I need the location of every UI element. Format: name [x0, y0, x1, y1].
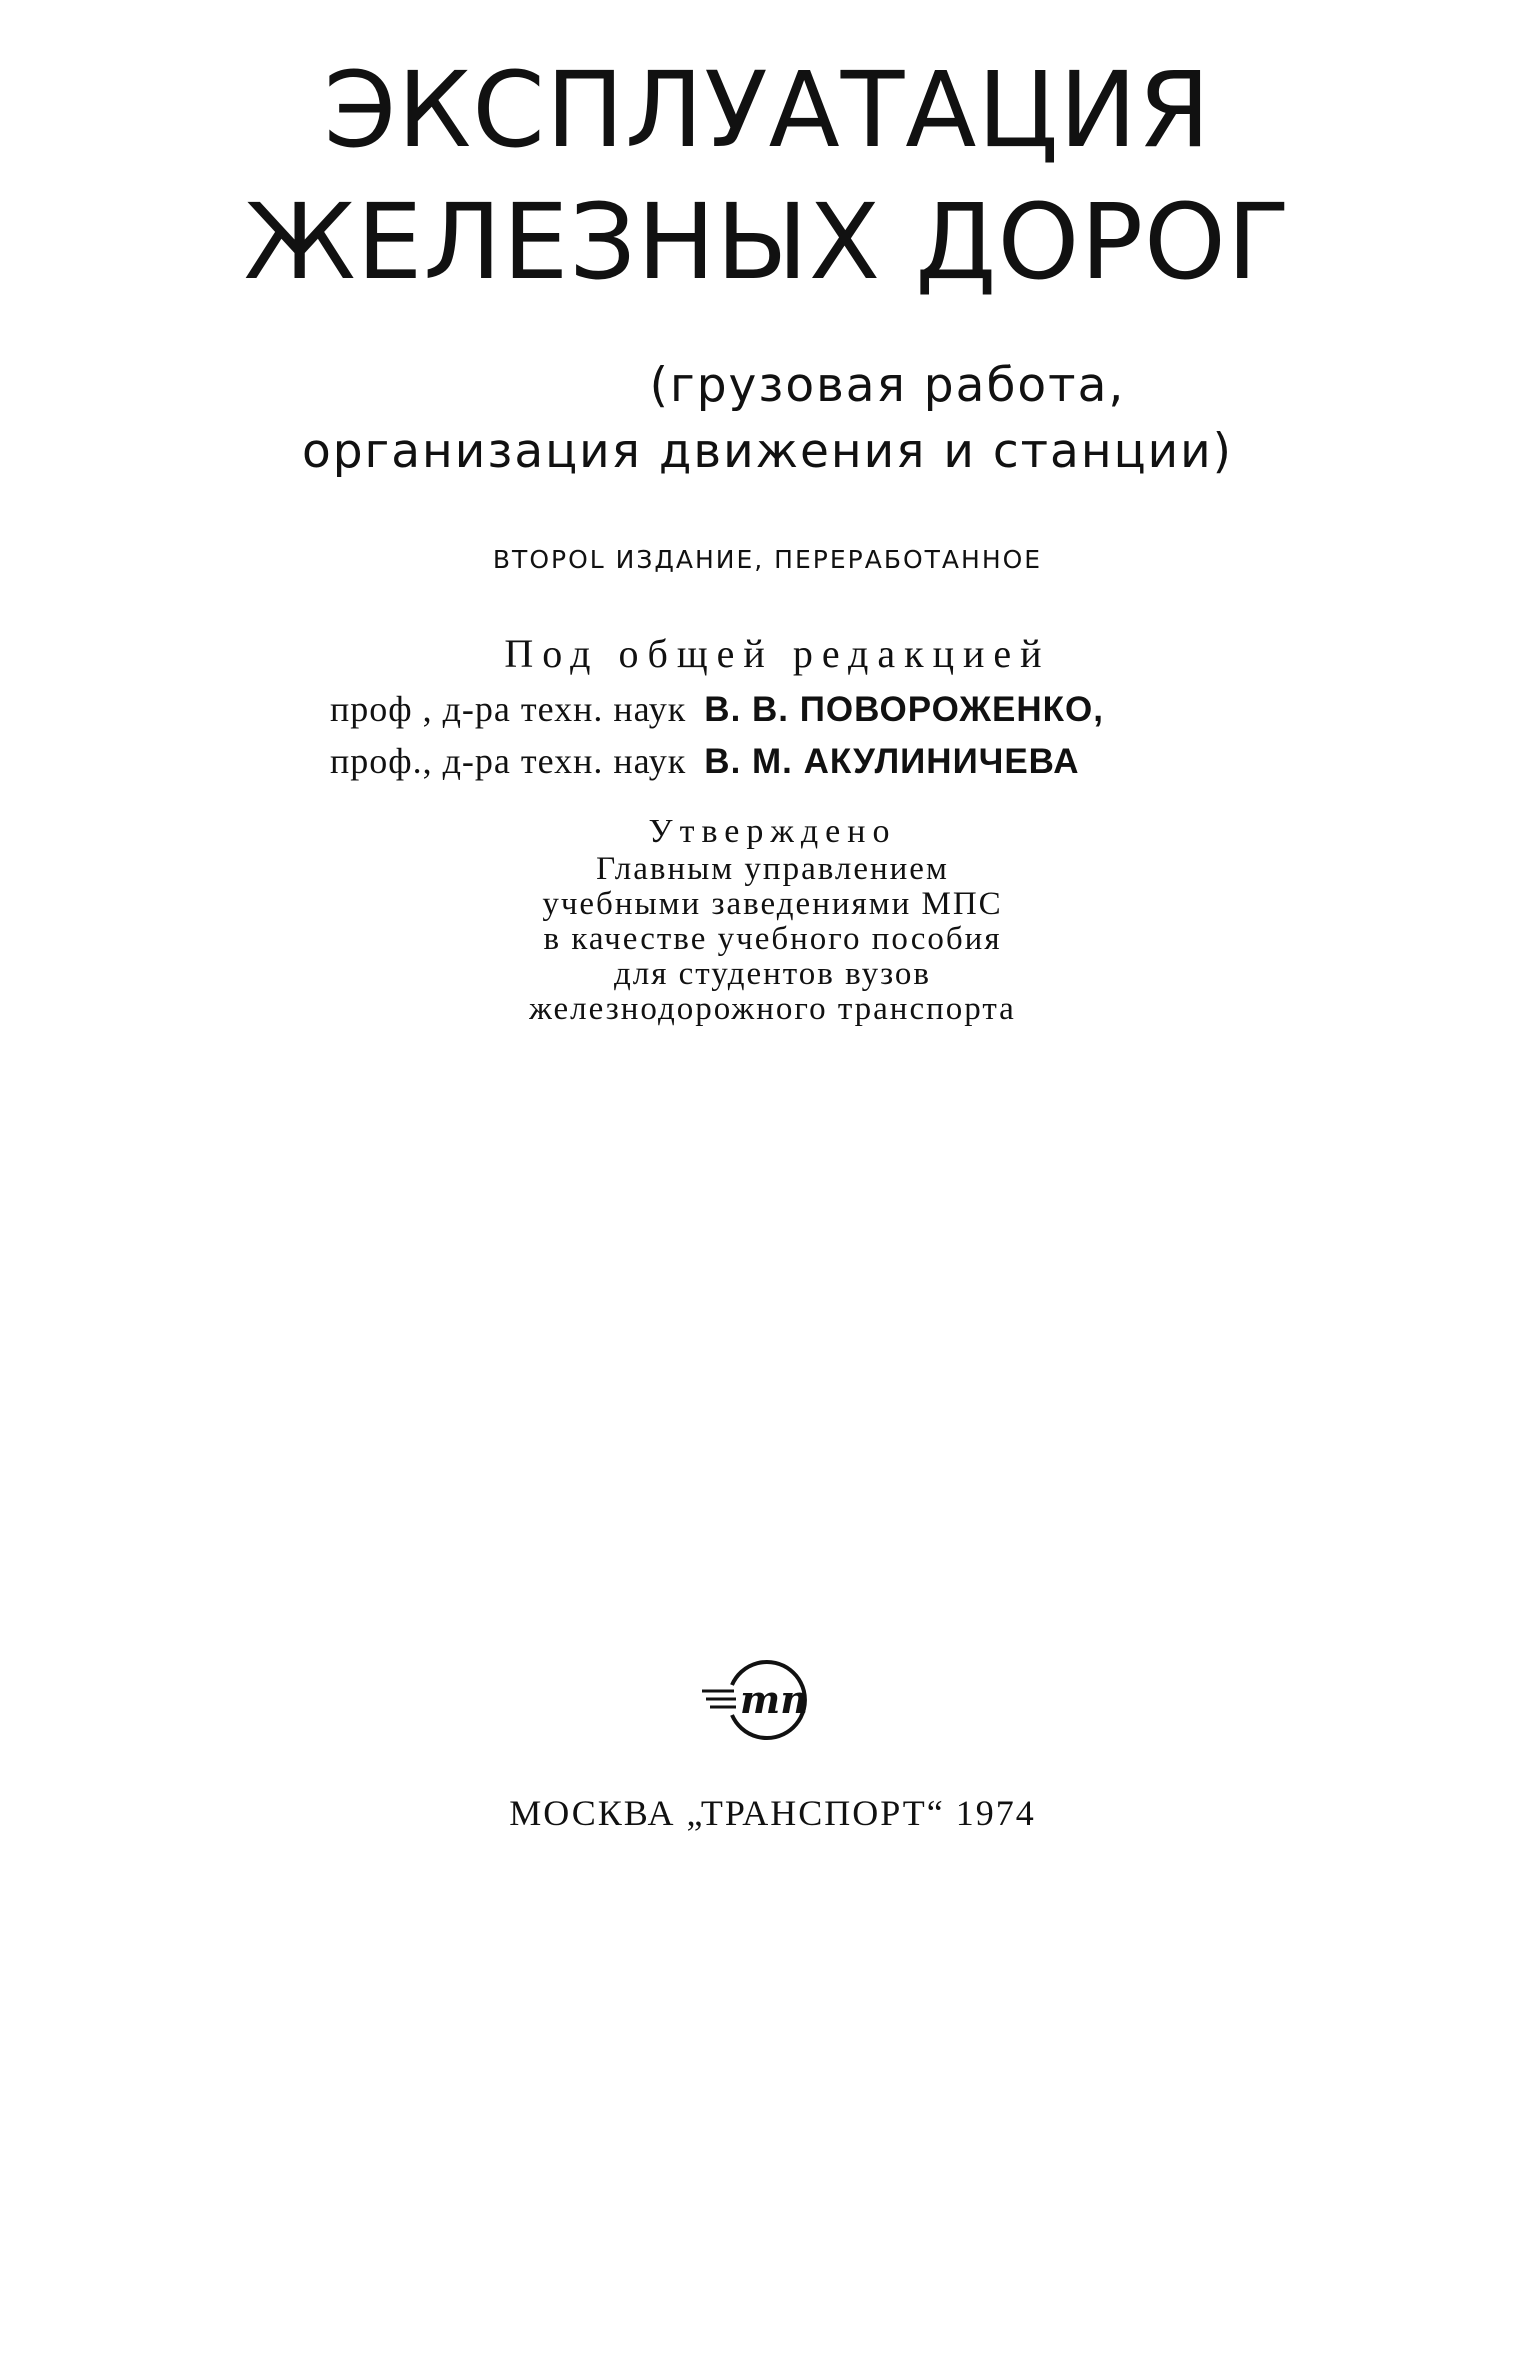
- approval-line: в качестве учебного пособия: [543, 921, 1002, 957]
- edition-statement: ВТОРОL ИЗДАНИЕ, ПЕРЕРАБОТАННОЕ: [492, 545, 1043, 574]
- editor-line: [330, 688, 1104, 730]
- imprint: МОСКВА „ТРАНСПОРТ“ 1974: [509, 1793, 1036, 1833]
- approval-line: железнодорожного транспорта: [529, 991, 1016, 1027]
- editors-heading: Под общей редакцией: [504, 631, 1051, 676]
- book-subtitle-line-2: организация движения и станции): [301, 424, 1234, 479]
- approval-line: Главным управлением: [596, 851, 949, 887]
- approval-line: учебными заведениями МПС: [542, 886, 1003, 922]
- book-title-line-2: ЖЕЛЕЗНЫХ ДОРОГ: [243, 181, 1292, 303]
- transport-publisher-logo-icon: [700, 1655, 825, 1745]
- book-title-line-1: ЭКСПЛУАТАЦИЯ: [323, 49, 1212, 171]
- approval-heading: Утверждено: [648, 813, 897, 850]
- editor-credentials: проф., д-ра техн. наук: [330, 741, 687, 781]
- svg-text:тп: тп: [740, 1677, 808, 1722]
- editor-name: В. В. ПОВОРОЖЕНКО,: [704, 690, 1104, 729]
- approval-line: для студентов вузов: [613, 956, 932, 992]
- book-subtitle-line-1: (грузовая работа,: [649, 358, 1126, 413]
- editor-line: [330, 740, 1079, 782]
- editor-credentials: проф , д-ра техн. наук: [330, 689, 687, 729]
- editor-name: В. М. АКУЛИНИЧЕВА: [704, 742, 1080, 781]
